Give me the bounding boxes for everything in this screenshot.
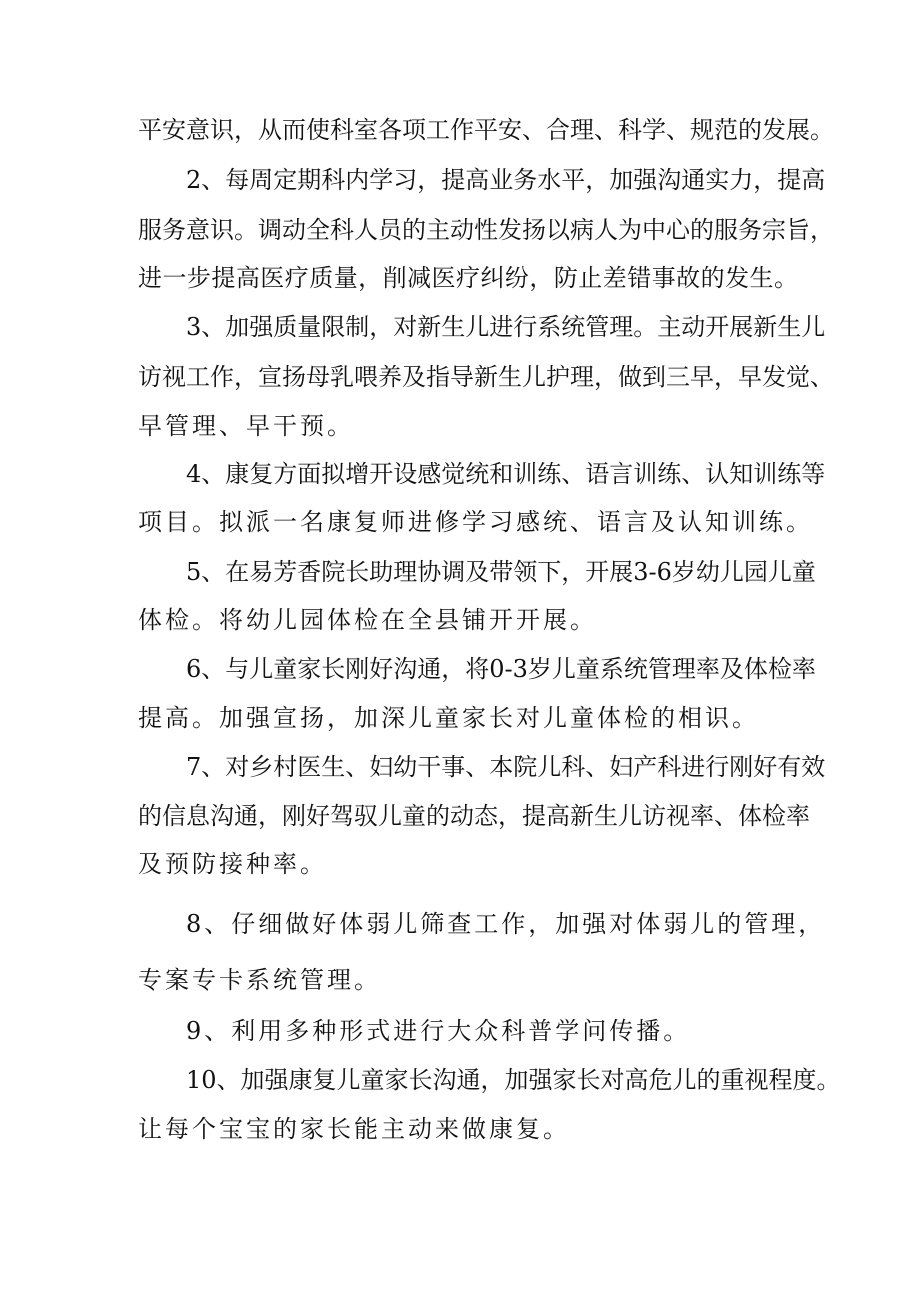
- item-4-line-2: 项目。拟派一名康复师进修学习感统、语言及认知训练。: [138, 508, 813, 536]
- item-8-line-2: 专案专卡系统管理。: [138, 966, 381, 994]
- item-10-line-1: 10、加强康复儿童家长沟通，加强家长对高危儿的重视程度。: [186, 1066, 841, 1094]
- item-4-line-1: 4、康复方面拟增开设感觉统和训练、语言训练、认知训练等: [186, 460, 826, 488]
- item-7-line-3: 及预防接种率。: [138, 850, 327, 878]
- item-3-line-2: 访视工作，宣扬母乳喂养及指导新生儿护理，做到三早，早发觉、: [138, 363, 834, 391]
- item-2-line-2: 服务意识。调动全科人员的主动性发扬以病人为中心的服务宗旨，: [138, 216, 834, 244]
- text-line-1: 平安意识，从而使科室各项工作平安、合理、科学、规范的发展。: [138, 116, 834, 144]
- item-6-line-1: 6、与儿童家长刚好沟通，将0-3岁儿童系统管理率及体检率: [186, 655, 816, 683]
- item-10-line-2: 让每个宝宝的家长能主动来做康复。: [138, 1115, 570, 1143]
- item-8-line-1: 8、仔细做好体弱儿筛查工作，加强对体弱儿的管理，: [186, 910, 826, 938]
- item-3-line-1: 3、加强质量限制，对新生儿进行系统管理。主动开展新生儿: [186, 313, 826, 341]
- item-3-line-3: 早管理、早干预。: [138, 412, 354, 440]
- item-5-line-2: 体检。将幼儿园体检在全县铺开开展。: [138, 606, 597, 634]
- item-2-line-1: 2、每周定期科内学习，提高业务水平，加强沟通实力，提高: [186, 166, 826, 194]
- item-5-line-1: 5、在易芳香院长助理协调及带领下，开展3-6岁幼儿园儿童: [186, 558, 816, 586]
- item-9-line-1: 9、利用多种形式进行大众科普学问传播。: [186, 1017, 691, 1045]
- item-6-line-2: 提高。加强宣扬，加深儿童家长对儿童体检的相识。: [138, 704, 759, 732]
- item-7-line-1: 7、对乡村医生、妇幼干事、本院儿科、妇产科进行刚好有效: [186, 753, 826, 781]
- item-2-line-3: 进一步提高医疗质量，削减医疗纠纷，防止差错事故的发生。: [138, 264, 798, 292]
- item-7-line-2: 的信息沟通，刚好驾驭儿童的动态，提高新生儿访视率、体检率: [138, 802, 810, 830]
